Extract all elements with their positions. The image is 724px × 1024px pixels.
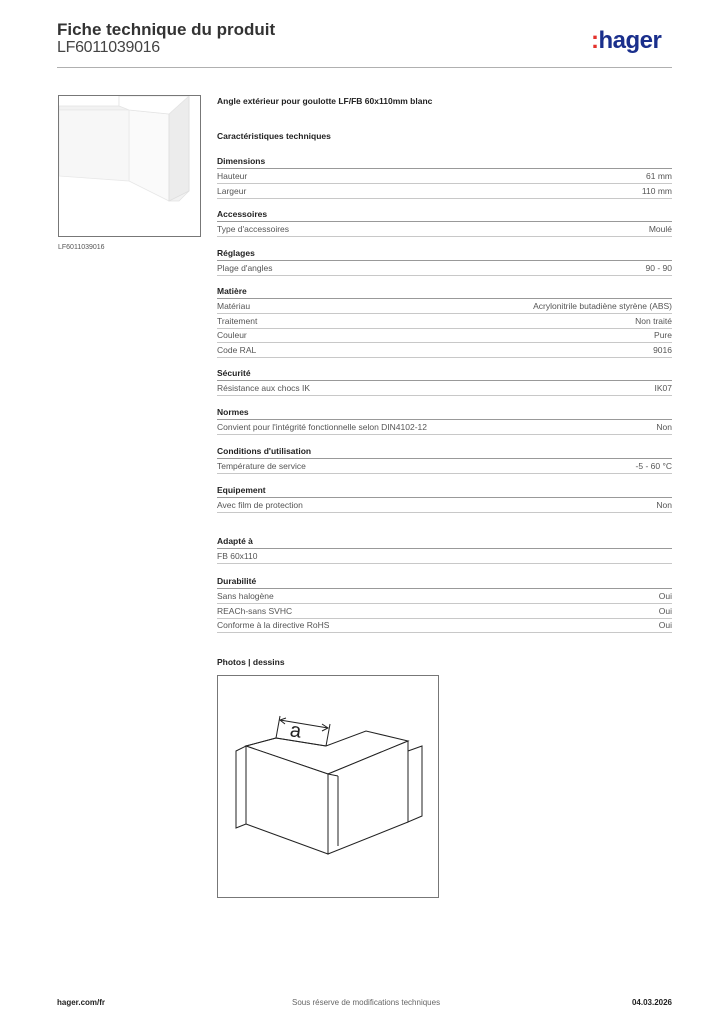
dimension-label: a [288,719,303,743]
photos-heading: Photos | dessins [217,657,285,667]
spec-value: Non traité [635,315,672,326]
spec-value: Moulé [648,224,672,234]
spec-label: Type d'accessoires [217,224,290,234]
spec-label: Traitement [217,315,258,326]
spec-row [217,618,672,633]
header-divider [57,67,672,68]
spec-label: Largeur [217,185,247,196]
spec-row [217,261,672,276]
logo-text: hager [598,27,662,54]
section-heading: Adapté à [217,536,253,546]
section-heading: Accessoires [217,209,268,219]
spec-row [217,314,672,329]
spec-label: Matériau [217,301,251,311]
spec-row [217,459,672,474]
spec-label: Plage d'angles [217,263,273,273]
section-heading: Conditions d'utilisation [217,446,312,456]
spec-row [217,498,672,513]
section-heading: Sécurité [217,368,251,378]
section-heading: Réglages [217,248,255,258]
spec-row [217,589,672,604]
spec-label: Avec film de protection [217,500,303,510]
spec-row [217,222,672,237]
section-heading: Normes [217,407,249,417]
spec-value: Oui [658,620,672,630]
hager-logo [591,27,661,55]
spec-label: Couleur [217,330,247,340]
characteristics-heading: Caractéristiques techniques [217,131,331,141]
spec-value: Non [656,500,672,510]
spec-value: Oui [658,591,672,601]
spec-label: Code RAL [217,344,257,355]
product-photo [59,96,200,236]
spec-label: Température de service [217,461,306,471]
spec-value: 9016 [653,344,672,355]
spec-label: Sans halogène [217,591,274,601]
spec-label: Résistance aux chocs IK [217,383,311,393]
spec-row [217,328,672,343]
footer-date: 04.03.2026 [631,998,672,1007]
spec-row [217,604,672,619]
spec-row [217,343,672,358]
footer-website[interactable]: hager.com/fr [57,998,106,1007]
spec-label: Conforme à la directive RoHS [217,620,330,630]
spec-row [217,184,672,199]
logo-dots: : [591,27,599,54]
spec-label: Convient pour l'intégrité fonctionnelle selon DIN4102-12 [217,422,428,432]
spec-value: -5 - 60 °C [635,461,672,471]
section-heading: Matière [217,286,247,296]
spec-row [217,549,672,564]
spec-value: 110 mm [641,185,672,196]
product-title: Angle extérieur pour goulotte LF/FB 60x110mm blanc [217,96,433,106]
product-reference: LF6011039016 [57,39,160,56]
technical-drawing [217,675,439,898]
angle-drawing [218,676,438,897]
spec-value: 61 mm [646,171,672,181]
spec-row [217,299,672,314]
footer-disclaimer: Sous réserve de modifications techniques [292,998,441,1007]
thumbnail-caption: LF6011039016 [58,244,105,251]
spec-row [217,420,672,435]
spec-value: Acrylonitrile butadiène styrène (ABS) [533,301,672,311]
spec-label: FB 60x110 [217,551,258,561]
section-heading: Dimensions [217,156,266,166]
spec-value: Pure [654,330,672,340]
spec-value: Non [656,422,672,432]
spec-row [217,169,672,184]
section-heading: Durabilité [217,576,257,586]
spec-label: REACh-sans SVHC [217,605,293,616]
page-title: Fiche technique du produit [57,20,276,39]
product-thumbnail [58,95,201,237]
spec-value: IK07 [654,383,672,393]
spec-label: Hauteur [217,171,248,181]
spec-value: Oui [658,605,672,616]
spec-row [217,381,672,396]
spec-value: 90 - 90 [645,263,672,273]
section-heading: Equipement [217,485,266,495]
